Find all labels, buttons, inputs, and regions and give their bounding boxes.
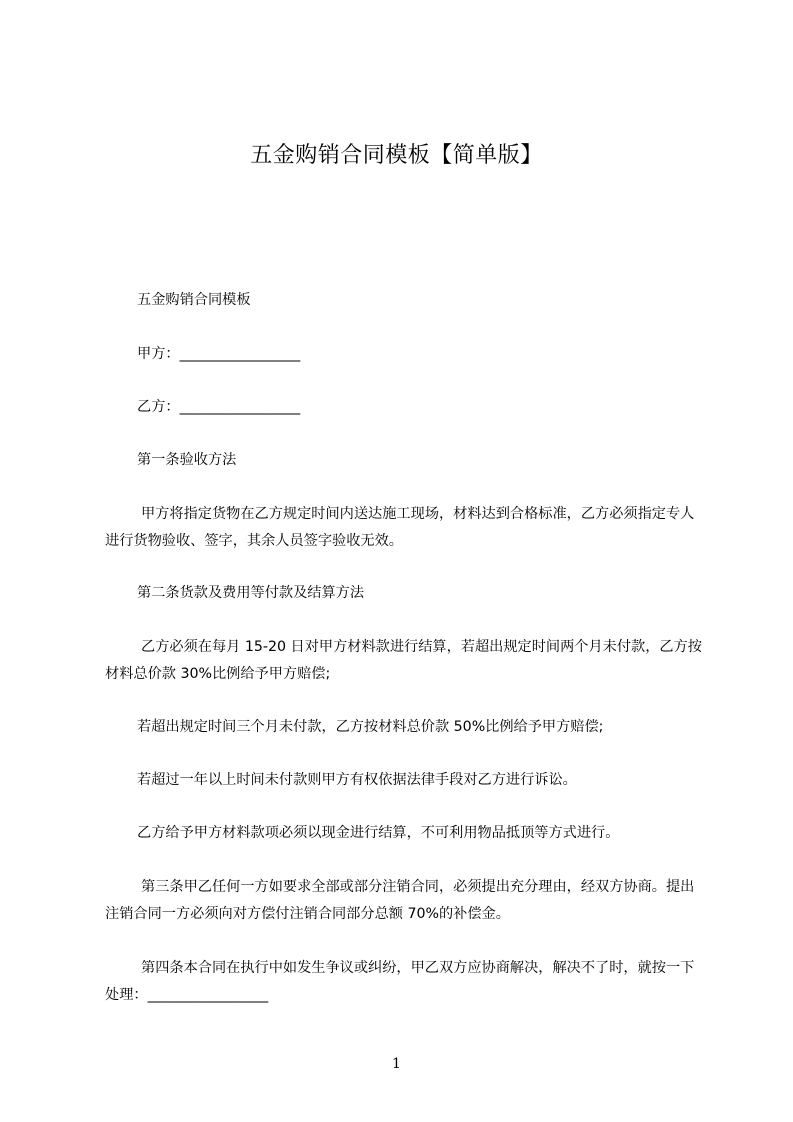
clause-4-text: 第四条本合同在执行中如发生争议或纠纷，甲乙双方应协商解决，解决不了时，就按一下处理： <box>105 960 695 1003</box>
clause-2-body-one-year: 若超过一年以上时间未付款则甲方有权依据法律手段对乙方进行诉讼。 <box>137 772 577 788</box>
clause-2-body-cash: 乙方给予甲方材料款项必须以现金进行结算，不可利用物品抵顶等方式进行。 <box>137 825 620 841</box>
clause-2-body-three-months: 若超出规定时间三个月未付款，乙方按材料总价款 50%比例给予甲方赔偿; <box>137 719 604 735</box>
page-number: 1 <box>392 1056 401 1072</box>
document-title: 五金购销合同模板【简单版】 <box>250 143 543 168</box>
paragraph-template-name: 五金购销合同模板 <box>137 292 251 308</box>
clause-2-heading: 第二条货款及费用等付款及结算方法 <box>137 585 365 601</box>
party-a-blank: _________________ <box>179 346 301 362</box>
clause-2-body-settlement: 乙方必须在每月 15-20 日对甲方材料款进行结算，若超出规定时间两个月未付款，乙方按材料总价款 30%比例给予甲方赔偿; <box>105 639 702 682</box>
paragraph-party-a <box>105 341 705 368</box>
party-b-label: 乙方： <box>137 399 180 415</box>
party-a-label: 甲方： <box>137 346 180 362</box>
party-b-blank: _________________ <box>179 399 301 415</box>
clause-4-blank: _________________ <box>147 987 269 1003</box>
clause-1-body: 甲方将指定货物在乙方规定时间内送达施工现场，材料达到合格标准，乙方必须指定专人进行货物验收、签字，其余人员签字验收无效。 <box>105 506 695 549</box>
clause-4-body <box>105 955 705 1009</box>
clause-3-body: 第三条甲乙任何一方如要求全部或部分注销合同，必须提出充分理由，经双方协商。提出注销合同一方必须向对方偿付注销合同部分总额 70%的补偿金。 <box>105 879 695 922</box>
paragraph-party-b <box>105 394 705 421</box>
clause-1-heading: 第一条验收方法 <box>137 452 237 468</box>
